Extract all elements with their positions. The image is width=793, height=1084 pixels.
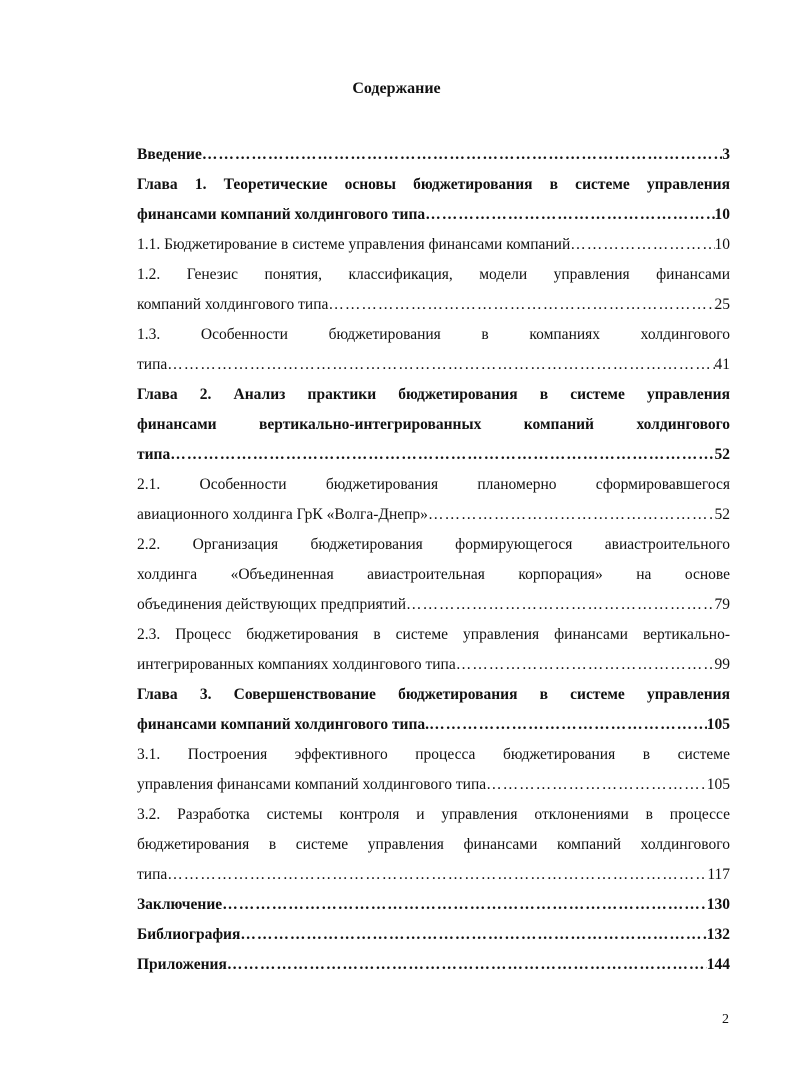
- dot-leader: [570, 230, 714, 260]
- toc-section-1-3-line-2: [137, 350, 730, 380]
- toc-entry-page: 25: [714, 296, 730, 313]
- toc-entry-page: 3: [722, 146, 730, 163]
- toc-entry-page: 10: [714, 236, 730, 253]
- toc-chapter-1-line-2: [137, 200, 730, 230]
- toc-entry-page: 52: [714, 446, 730, 463]
- toc-entry-page: 99: [714, 656, 730, 673]
- toc-section-3-2-line-3: [137, 860, 730, 890]
- page-number: 2: [722, 1012, 729, 1027]
- toc-entry-label: типа: [137, 446, 171, 463]
- dot-leader: [429, 710, 707, 740]
- table-of-contents: [137, 140, 730, 980]
- dot-leader: [227, 950, 707, 980]
- dot-leader: [167, 860, 707, 890]
- toc-entry-label: Введение: [137, 146, 202, 163]
- toc-chapter-2-line-3: [137, 440, 730, 470]
- toc-entry-label: компаний холдингового типа: [137, 296, 329, 313]
- toc-section-3-2-line-2: бюджетирования в системе управления финансами компаний холдингового: [137, 836, 730, 853]
- toc-chapter-2-line-1: Глава 2. Анализ практики бюджетирования в системе управления: [137, 386, 730, 403]
- toc-section-2-2-line-2: холдинга «Объединенная авиастроительная корпорация» на основе: [137, 566, 730, 583]
- toc-entry-intro: [137, 140, 730, 170]
- dot-leader: [425, 200, 714, 230]
- toc-entry-label: управления финансами компаний холдингового типа: [137, 776, 487, 793]
- toc-entry-page: 105: [706, 776, 730, 793]
- toc-chapter-3-line-1: Глава 3. Совершенствование бюджетирования в системе управления: [137, 686, 730, 703]
- dot-leader: [486, 770, 707, 800]
- toc-entry-label: интегрированных компаниях холдингового типа: [137, 656, 456, 673]
- toc-chapter-2-line-2: финансами вертикально-интегрированных компаний холдингового: [137, 416, 730, 433]
- toc-entry-bibliography: [137, 920, 730, 950]
- toc-section-2-2-line-1: 2.2. Организация бюджетирования формирующегося авиастроительного: [137, 536, 730, 553]
- dot-leader: [222, 890, 707, 920]
- dot-leader: [202, 140, 722, 170]
- toc-entry-appendix: [137, 950, 730, 980]
- toc-entry-label: объединения действующих предприятий: [137, 596, 407, 613]
- toc-entry-label: типа: [137, 356, 168, 373]
- toc-entry-label: 1.1. Бюджетирование в системе управления финансами компаний: [137, 236, 571, 253]
- toc-entry-label: авиационного холдинга ГрК «Волга-Днепр»: [137, 506, 428, 523]
- toc-section-2-1-line-1: 2.1. Особенности бюджетирования планомерно сформировавшегося: [137, 476, 730, 493]
- toc-section-1-3-line-1: 1.3. Особенности бюджетирования в компаниях холдингового: [137, 326, 730, 343]
- toc-entry-page: 130: [706, 896, 730, 913]
- toc-entry-page: 105: [706, 716, 730, 733]
- toc-entry-label: Приложения: [137, 956, 227, 973]
- toc-entry-label: типа: [137, 866, 168, 883]
- toc-section-1-1: [137, 230, 730, 260]
- dot-leader: [406, 590, 714, 620]
- toc-entry-label: Библиография: [137, 926, 241, 943]
- toc-section-3-2-line-1: 3.2. Разработка системы контроля и управления отклонениями в процессе: [137, 806, 730, 823]
- toc-section-2-3-line-2: [137, 650, 730, 680]
- toc-entry-conclusion: [137, 890, 730, 920]
- toc-entry-label: Заключение: [137, 896, 223, 913]
- toc-section-2-1-line-2: [137, 500, 730, 530]
- toc-entry-page: 10: [714, 206, 730, 223]
- toc-entry-page: 144: [706, 956, 730, 973]
- toc-section-1-2-line-1: 1.2. Генезис понятия, классификация, модели управления финансами: [137, 266, 730, 283]
- toc-chapter-3-line-2: [137, 710, 730, 740]
- toc-entry-label: финансами компаний холдингового типа: [137, 206, 426, 223]
- toc-entry-page: 79: [714, 596, 730, 613]
- dot-leader: [170, 440, 714, 470]
- page-title: Содержание: [352, 80, 441, 97]
- toc-entry-page: 41: [714, 356, 730, 373]
- toc-section-3-1-line-2: [137, 770, 730, 800]
- toc-section-2-2-line-3: [137, 590, 730, 620]
- toc-chapter-1-line-1: Глава 1. Теоретические основы бюджетирования в системе управления: [137, 176, 730, 193]
- dot-leader: [167, 350, 714, 380]
- toc-section-2-3-line-1: 2.3. Процесс бюджетирования в системе управления финансами вертикально-: [137, 626, 730, 643]
- toc-section-1-2-line-2: [137, 290, 730, 320]
- toc-entry-label: финансами компаний холдингового типа.: [137, 716, 430, 733]
- toc-entry-page: 117: [707, 866, 730, 883]
- dot-leader: [328, 290, 714, 320]
- dot-leader: [456, 650, 715, 680]
- toc-entry-page: 52: [714, 506, 730, 523]
- toc-entry-page: 132: [706, 926, 730, 943]
- dot-leader: [240, 920, 706, 950]
- toc-section-3-1-line-1: 3.1. Построения эффективного процесса бюджетирования в системе: [137, 746, 730, 763]
- dot-leader: [428, 500, 715, 530]
